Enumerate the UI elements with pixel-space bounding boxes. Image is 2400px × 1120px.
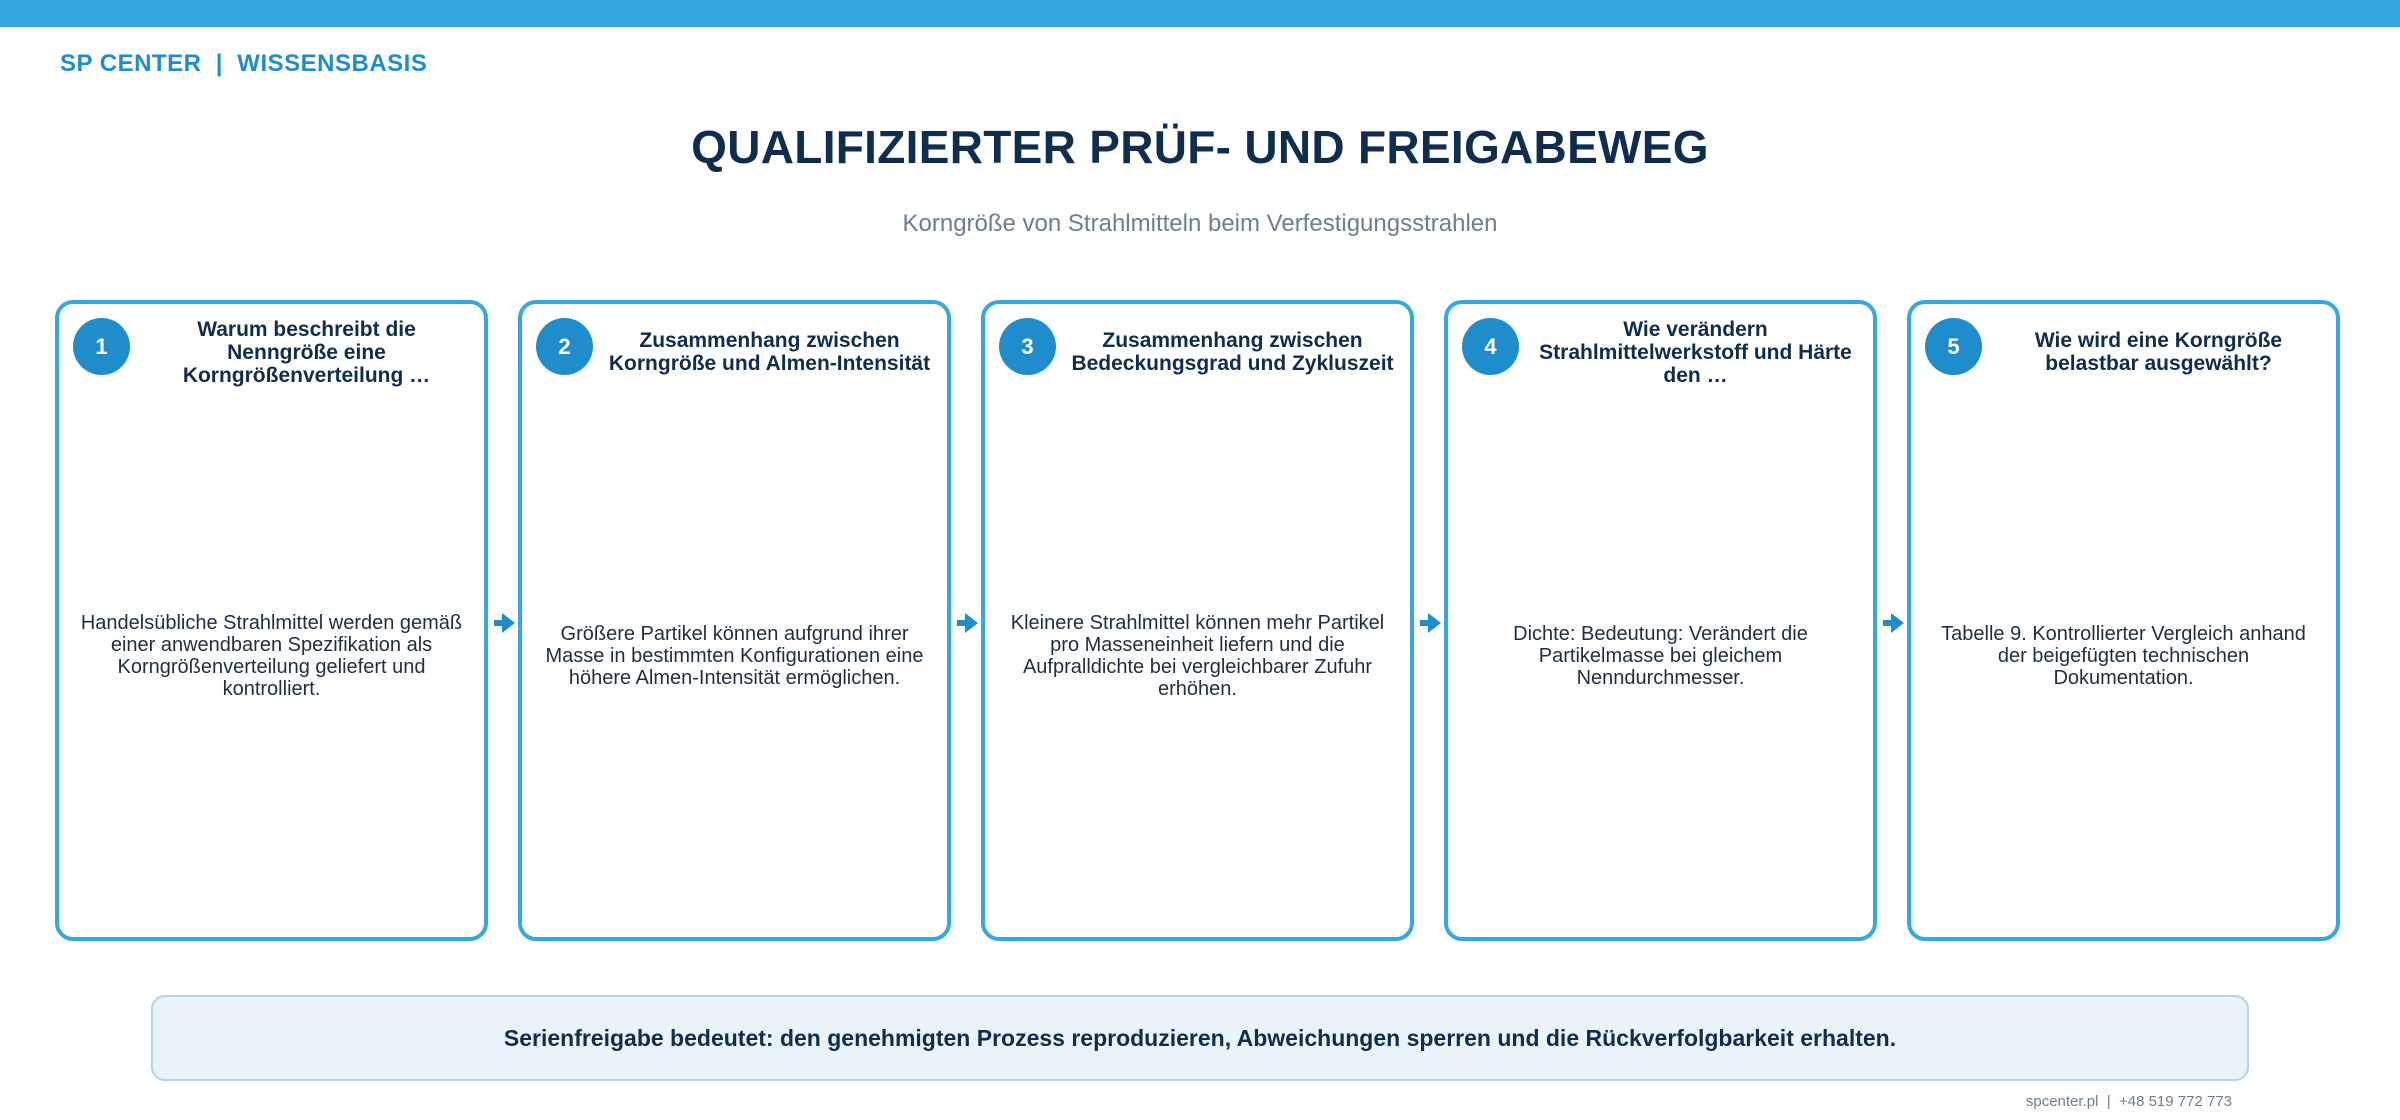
arrow-right-icon [1420, 611, 1442, 635]
contact-info: spcenter.pl | +48 519 772 773 [2025, 1093, 2232, 1110]
step-description: Tabelle 9. Kontrollierter Vergleich anhand der beigefügten technischen Dokumentation. [1941, 622, 2306, 689]
step-title: Warum beschreibt die Nenngröße eine Korngrößenverteilung … [182, 317, 431, 387]
step-card-4 [1444, 300, 1877, 941]
step-card-5 [1907, 300, 2340, 941]
step-title: Zusammenhang zwischen Korngröße und Almen-Intensität [608, 329, 931, 375]
step-title: Wie wird eine Korngröße belastbar ausgewählt? [2034, 329, 2283, 375]
step-card-1 [55, 300, 488, 941]
step-card-3 [981, 300, 1414, 941]
step-card-2 [518, 300, 951, 941]
step-number-badge: 1 [73, 318, 130, 375]
step-number-badge: 2 [536, 318, 593, 375]
step-number-badge: 3 [999, 318, 1056, 375]
arrow-right-icon [957, 611, 979, 635]
page-subtitle: Korngröße von Strahlmitteln beim Verfestigungsstrahlen [902, 210, 1498, 237]
step-title: Wie verändern Strahlmittelwerkstoff und Härte den … [1539, 317, 1852, 387]
step-description: Handelsübliche Strahlmittel werden gemäß einer anwendbaren Spezifikation als Korngrößenverteilung geliefert und kontrolliert. [80, 611, 463, 700]
top-accent-bar [0, 0, 2400, 27]
summary-text: Serienfreigabe bedeutet: den genehmigten Prozess reproduzieren, Abweichungen sperren und die Rückverfolgbarkeit erhalten. [503, 1024, 1897, 1051]
step-description: Kleinere Strahlmittel können mehr Partikel pro Masseneinheit liefern und die Aufpralldichte bei vergleichbarer Zufuhr erhöhen. [1010, 611, 1385, 700]
arrow-right-icon [494, 611, 516, 635]
step-title: Zusammenhang zwischen Bedeckungsgrad und Zykluszeit [1071, 329, 1394, 375]
step-description: Größere Partikel können aufgrund ihrer Masse in bestimmten Konfigurationen eine höhere Almen-Intensität ermöglichen. [545, 622, 924, 689]
summary-banner [151, 995, 2249, 1081]
step-description: Dichte: Bedeutung: Verändert die Partikelmasse bei gleichem Nenndurchmesser. [1513, 622, 1808, 689]
arrow-right-icon [1883, 611, 1905, 635]
page-title: QUALIFIZIERTER PRÜF- UND FREIGABEWEG [691, 121, 1709, 173]
step-number-badge: 4 [1462, 318, 1519, 375]
step-number-badge: 5 [1925, 318, 1982, 375]
brand-label: SP CENTER | WISSENSBASIS [60, 50, 428, 77]
